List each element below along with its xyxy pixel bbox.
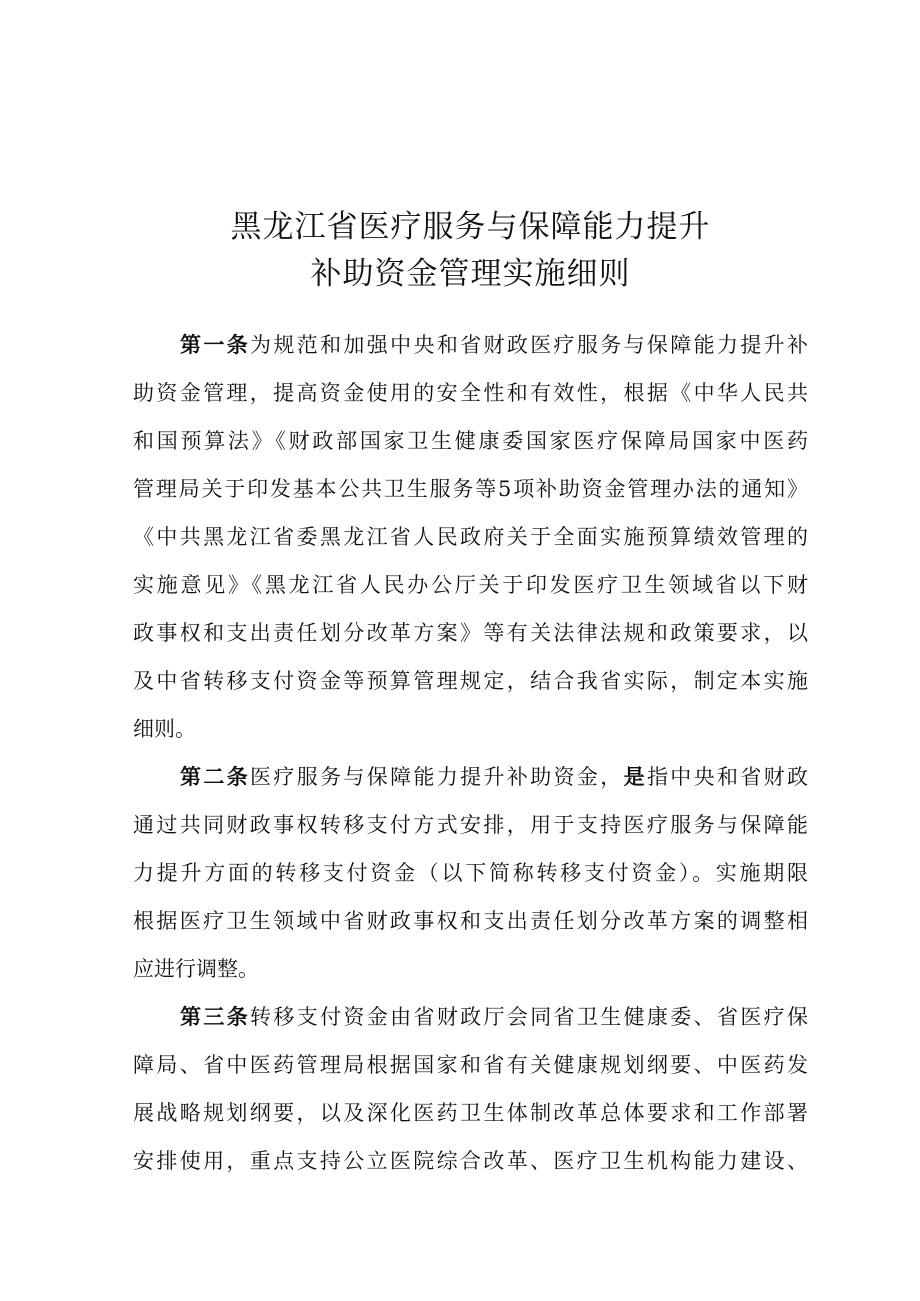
article-line: 展战略规划纲要，以及深化医药卫生体制改革总体要求和工作部署	[133, 1101, 808, 1125]
title-line: 补助资金管理实施细则	[310, 256, 631, 292]
article-line: 障局、省中医药管理局根据国家和省有关健康规划纲要、中医药发	[133, 1053, 808, 1077]
article-2	[133, 753, 808, 993]
article-3	[133, 993, 808, 1185]
article-line: 安排使用，重点支持公立医院综合改革、医疗卫生机构能力建设、	[133, 1149, 808, 1173]
article-line: 政事权和支出责任划分改革方案》等有关法律法规和政策要求，以	[133, 621, 808, 645]
article-line: 细则。	[133, 717, 196, 741]
article-line: 通过共同财政事权转移支付方式安排，用于支持医疗服务与保障能	[133, 813, 808, 837]
article-line	[133, 993, 808, 1041]
article-text: 为规范和加强中央和省财政医疗服务与保障能力提升补	[250, 333, 809, 357]
article-line: 实施意见》《黑龙江省人民办公厅关于印发医疗卫生领域省以下财	[133, 573, 808, 597]
article-label: 第二条	[180, 765, 251, 789]
article-label: 第三条	[180, 1005, 251, 1029]
article-text: 转移支付资金由省财政厅会同省卫生健康委、省医疗保	[250, 1005, 809, 1029]
document-title	[133, 204, 808, 298]
article-line: 管理局关于印发基本公共卫生服务等5项补助资金管理办法的通知》	[133, 477, 808, 501]
article-line: 力提升方面的转移支付资金（以下简称转移支付资金）。实施期限	[133, 861, 808, 885]
document-body	[133, 321, 808, 1185]
document-column	[133, 204, 808, 1185]
article-line: 应进行调整。	[133, 957, 259, 981]
article-line: 《中共黑龙江省委黑龙江省人民政府关于全面实施预算绩效管理的	[133, 525, 808, 549]
article-line: 和国预算法》《财政部国家卫生健康委国家医疗保障局国家中医药	[133, 429, 808, 453]
title-line: 黑龙江省医疗服务与保障能力提升	[230, 209, 711, 245]
article-text: 医疗服务与保障能力提升补助资金，	[250, 765, 624, 789]
article-line: 助资金管理，提高资金使用的安全性和有效性，根据《中华人民共	[133, 381, 808, 405]
article-1	[133, 321, 808, 753]
article-text: 指中央和省财政	[646, 765, 809, 789]
article-line: 及中省转移支付资金等预算管理规定，结合我省实际，制定本实施	[133, 669, 808, 693]
article-text-emphasis: 是	[623, 764, 647, 789]
article-line	[133, 321, 808, 369]
article-label: 第一条	[180, 333, 251, 357]
article-line: 根据医疗卫生领域中省财政事权和支出责任划分改革方案的调整相	[133, 909, 808, 933]
article-line	[133, 753, 808, 801]
